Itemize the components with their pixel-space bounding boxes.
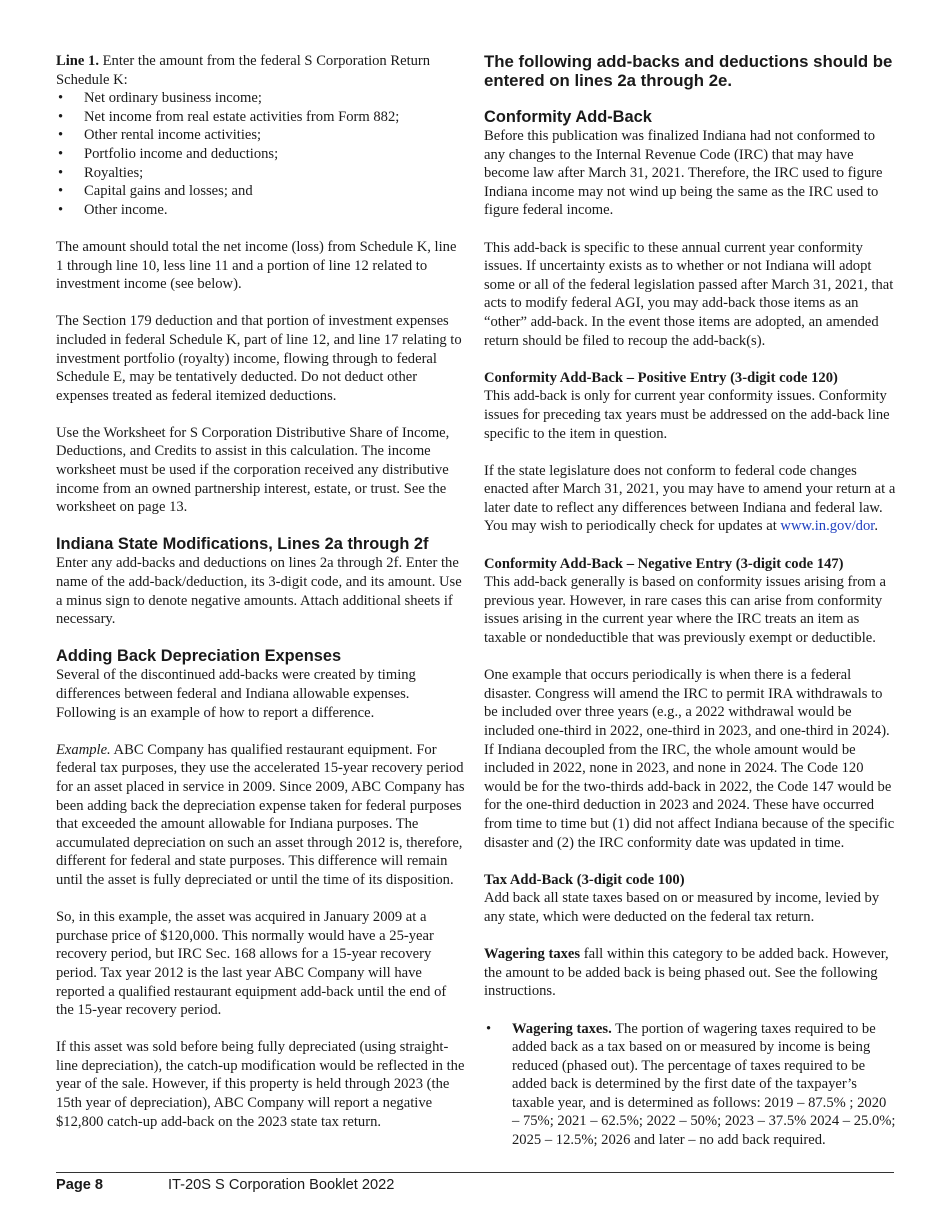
left-column bbox=[56, 52, 466, 1131]
subheading-positive: Conformity Add-Back – Positive Entry (3-digit code 120) bbox=[484, 369, 838, 386]
heading-state-modifications: Indiana State Modifications, Lines 2a through 2f bbox=[56, 535, 429, 554]
paragraph-specific: This add-back is specific to these annual current year conformity issues. If uncertainty exists as to whether or not Indiana will adopt some or all of the federal legislation passed after March 31, 2021, that acts to modify federal AGI, you may add-back those items as an “other” add-back. In the event those items are adopted, an amended return should be filed to recoup the add-back(s). bbox=[484, 239, 894, 349]
example-text: ABC Company has qualified restaurant equipment. For federal tax purposes, they use the accelerated 15-year recovery period for an asset placed in service in 2009. Since 2009, ABC Company has been adding back the depreciation expense taken for federal purposes that exceeded the amount allowable for Indiana purposes. The accumulated depreciation on such an asset through 2012 is, therefore, different for federal and state purposes. This difference will remain until the asset is fully depreciated or until the time of its disposition. bbox=[56, 741, 465, 888]
list-item bbox=[484, 1020, 896, 1150]
subheading-negative: Conformity Add-Back – Negative Entry (3-digit code 147) bbox=[484, 555, 844, 572]
paragraph-legislature bbox=[484, 462, 896, 536]
paragraph-negative: This add-back generally is based on conformity issues arising from a previous year. However, in rare cases this can arise from conformity issues arising in the current year where the IRC treats an item as taxable or nondeductible that was previously exempt or deductible. bbox=[484, 574, 887, 647]
dor-link[interactable]: www.in.gov/dor bbox=[780, 518, 875, 535]
line1-text: Enter the amount from the federal S Corporation Return Schedule K: bbox=[56, 53, 431, 88]
paragraph-modifications: Enter any add-backs and deductions on lines 2a through 2f. Enter the name of the add-back/deduction, its 3-digit code, and its amount. Use a minus sign to denote negative amounts. Attach additional sheets if necessary. bbox=[56, 555, 462, 628]
example-label: Example. bbox=[56, 741, 111, 758]
list-item: • Portfolio income and deductions; bbox=[56, 145, 466, 164]
paragraph-so: So, in this example, the asset was acquired in January 2009 at a purchase price of $120,000. This normally would have a 25-year recovery period, but IRC Sec. 168 allows for a 15-year recovery period. Tax year 2012 is the last year ABC Company will have reported a qualified restaurant equipment add-back until the end of the 15-year recovery period. bbox=[56, 909, 447, 1019]
heading-depreciation: Adding Back Depreciation Expenses bbox=[56, 647, 342, 666]
legislature-end: . bbox=[874, 518, 878, 535]
list-item: • Other income. bbox=[56, 201, 466, 220]
wagering-bullet-label: Wagering taxes. bbox=[512, 1020, 612, 1037]
footer-divider bbox=[56, 1172, 894, 1173]
right-column bbox=[484, 52, 896, 1150]
wagering-bullet-text: The portion of wagering taxes required to be added back as a tax based on or measured by income is being reduced (phased out). The percentage of taxes required to be added back is determined by the first date of the taxpayer’s taxable year, and is determined as follows: 2019 – 87.5% ; 2020 – 75%; 2021 – 62.5%; 2022 – 50%; 2023 – 37.5% 2024 – 25.0%; 2025 – 12.5%; 2026 and later – no add back required. bbox=[512, 1020, 896, 1149]
paragraph-conformity: Before this publication was finalized Indiana had not conformed to any changes to the Internal Revenue Code (IRC) that may have become law after March 31, 2021. Therefore, the IRC used to figure Indiana income may not wind up being the same as the IRC used to figure federal income. bbox=[484, 128, 883, 219]
paragraph-section179: The Section 179 deduction and that portion of investment expenses included in federal Schedule K, part of line 12, and line 17 relating to investment portfolio (royalty) income, flowing through to federal Schedule E, may be tentatively deducted. Do not deduct other expenses treated as federal itemized deductions. bbox=[56, 313, 462, 404]
wagering-label: Wagering taxes bbox=[484, 946, 581, 963]
list-item: • Royalties; bbox=[56, 164, 466, 183]
list-item: • Other rental income activities; bbox=[56, 126, 466, 145]
paragraph-depreciation: Several of the discontinued add-backs were created by timing differences between federal and Indiana allowable expenses. Following is an example of how to report a difference. bbox=[56, 667, 416, 721]
heading-add-backs: The following add-backs and deductions should be entered on lines 2a through 2e. bbox=[484, 52, 893, 90]
list-item: • Capital gains and losses; and bbox=[56, 182, 466, 201]
booklet-title: IT-20S S Corporation Booklet 2022 bbox=[168, 1177, 395, 1193]
subheading-tax: Tax Add-Back (3-digit code 100) bbox=[484, 871, 685, 888]
heading-conformity: Conformity Add-Back bbox=[484, 108, 652, 126]
paragraph-example bbox=[56, 741, 466, 890]
line1-item-list bbox=[56, 89, 466, 219]
paragraph-total: The amount should total the net income (loss) from Schedule K, line 1 through line 10, less line 11 and a portion of line 12 related to investment income (see below). bbox=[56, 238, 457, 293]
wagering-bullet-list bbox=[484, 1020, 896, 1150]
line1-label: Line 1. bbox=[56, 53, 99, 69]
paragraph-disaster-example: One example that occurs periodically is when there is a federal disaster. Congress will amend the IRC to permit IRA withdrawals to be included over three years (e.g., a 2022 withdrawal would be included one-third in 2022, one-third in 2023, and one-third in 2024). If Indiana decoupled from the IRC, the whole amount would be included in 2022, none in 2023, and none in 2024. The Code 120 would be for the two-thirds add-back in 2022, the Code 147 would be for the one-third deduction in 2023 and 2024. These have occurred from time to time but (1) did not affect Indiana because of the specific disaster and (2) the IRC conformity date was updated in time. bbox=[484, 667, 895, 851]
legislature-text: If the state legislature does not conform to federal code changes enacted after March 31, 2021, you may have to amend your return at a later date to reflect any differences between Indiana and federal law. You may wish to periodically check for updates at bbox=[484, 462, 896, 535]
list-item: • Net ordinary business income; bbox=[56, 89, 466, 108]
paragraph-wagering bbox=[484, 945, 896, 1001]
paragraph-tax: Add back all state taxes based on or measured by income, levied by any state, which were deducted on the federal tax return. bbox=[484, 890, 880, 925]
page-number: Page 8 bbox=[56, 1177, 104, 1193]
paragraph-positive: This add-back is only for current year conformity issues. Conformity issues for preceding tax years must be addressed on the add-back line specific to the item in question. bbox=[484, 388, 890, 442]
paragraph-sold: If this asset was sold before being fully depreciated (using straight-line depreciation), the catch-up modification would be reflected in the year of the sale. However, if this property is held through 2023 (the 15th year of depreciation), ABC Company will report a negative $12,800 catch-up add-back on the 2023 state tax return. bbox=[56, 1039, 465, 1130]
line1-intro bbox=[56, 52, 466, 89]
paragraph-worksheet: Use the Worksheet for S Corporation Distributive Share of Income, Deductions, and Credits to assist in this calculation. The income worksheet must be used if the corporation received any distributive income from an owned partnership interest, estate, or trust. See the worksheet on page 13. bbox=[56, 424, 450, 516]
list-item: • Net income from real estate activities from Form 882; bbox=[56, 108, 466, 127]
wagering-text: fall within this category to be added back. However, the amount to be added back is being phased out. See the following instructions. bbox=[484, 946, 889, 1000]
